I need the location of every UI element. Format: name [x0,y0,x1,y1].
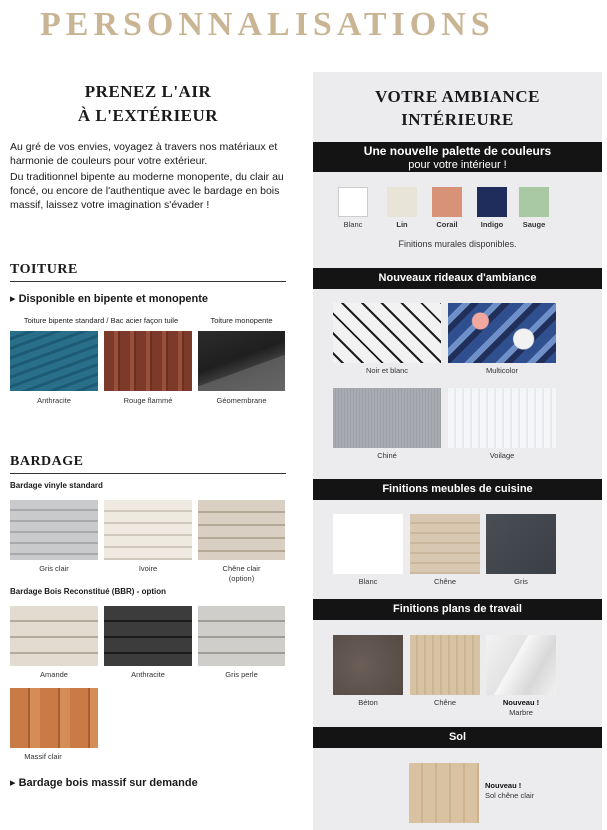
palette-note: Finitions murales disponibles. [398,239,517,249]
roof-swatch-rouge [104,331,192,391]
toiture-title: TOITURE [10,262,286,282]
bardage-label-chene-clair-option: (option) [228,574,255,583]
cuisine-label-gris: Gris [514,577,528,586]
plan-label-marbre-name: Marbre [509,708,533,717]
bbr-label-amande: Amande [40,670,68,679]
color-label-lin: Lin [396,220,408,229]
color-label-corail: Corail [436,220,458,229]
rideau-label-multicolor: Multicolor [485,366,519,375]
interior-heading [313,85,602,131]
exterior-column [10,80,286,212]
sol-badge-nouveau: Nouveau ! [485,781,522,790]
color-swatch-corail [432,187,462,217]
rideau-swatch-voilage [448,388,556,448]
exterior-heading-line2: À L'EXTÉRIEUR [77,106,219,125]
bardage-label-chene-clair-name: Chêne clair [222,564,261,573]
palette-title: Une nouvelle palette de couleurs [363,144,552,158]
roof-label-geomembrane: Géomembrane [216,396,267,405]
exterior-heading [10,80,286,128]
bardage-swatch-massif-clair [10,688,98,748]
cuisine-label-blanc: Blanc [358,577,378,586]
roof-swatch-geomembrane [198,331,285,391]
bardage-swatch-ivoire [104,500,192,560]
plans-bar: Finitions plans de travail [313,599,602,620]
bardage-swatch-gris-clair [10,500,98,560]
bardage-title: BARDAGE [10,454,286,474]
bbr-label-anthracite: Anthracite [131,670,165,679]
plan-label-chene: Chêne [433,698,457,707]
bardage-bullet-text: Bardage bois massif sur demande [18,777,198,789]
toiture-caption-right: Toiture monopente [210,316,273,325]
rideau-label-noir-blanc: Noir et blanc [365,366,409,375]
bbr-label-gris-perle: Gris perle [225,670,258,679]
sol-label-name: Sol chêne clair [485,791,535,800]
color-swatch-blanc [338,187,368,217]
color-swatch-lin [387,187,417,217]
toiture-caption-left: Toiture bipente standard / Bac acier façon tuile [23,316,179,325]
color-label-indigo: Indigo [480,220,504,229]
cuisine-swatch-chene [410,514,480,574]
rideau-swatch-noir-blanc [333,303,441,363]
plan-swatch-beton [333,635,403,695]
color-swatch-sauge [519,187,549,217]
interior-column [313,72,602,830]
toiture-bullet [10,292,208,305]
rideau-swatch-chine [333,388,441,448]
cuisine-swatch-gris [486,514,556,574]
bullet-arrow-icon: ▸ [10,293,16,305]
roof-label-anthracite: Anthracite [37,396,71,405]
sol-swatch-chene-clair [409,763,479,823]
rideau-label-voilage: Voilage [489,451,515,460]
page-title: PERSONNALISATIONS [40,6,495,43]
plan-badge-nouveau: Nouveau ! [502,698,540,707]
palette-bar [313,142,602,172]
bardage-swatch-gris-perle [198,606,285,666]
rideau-label-chine: Chiné [377,451,397,460]
plan-swatch-marbre [486,635,556,695]
sol-bar: Sol [313,727,602,748]
bardage-swatch-anthracite [104,606,192,666]
bardage-swatch-amande [10,606,98,666]
cuisine-label-chene: Chêne [433,577,457,586]
exterior-intro-2: Du traditionnel bipente au moderne monopente, du clair au foncé, ou encore de l'authentique avec le bardage en bois massif, laissez votre imagination s'évader ! [10,171,284,211]
plan-label-beton: Béton [358,698,378,707]
plan-swatch-chene [410,635,480,695]
cuisine-swatch-blanc [333,514,403,574]
bardage-bullet [10,776,198,789]
massif-label: Massif clair [24,752,62,761]
exterior-intro: Au gré de vos envies, voyagez à travers nos matériaux et harmonie de couleurs pour votre extérieur. [10,141,278,167]
bardage-label-chene-clair [198,564,285,584]
rideau-swatch-multicolor [448,303,556,363]
bullet-arrow-icon: ▸ [10,777,16,789]
interior-heading-line2: INTÉRIEURE [401,110,514,129]
toiture-bullet-text: Disponible en bipente et monopente [18,293,209,305]
sol-label [485,781,534,801]
bardage-swatch-chene-clair [198,500,285,560]
color-label-sauge: Sauge [522,220,546,229]
interior-heading-line1: VOTRE AMBIANCE [375,87,540,106]
bardage-label-gris-clair: Gris clair [39,564,69,573]
exterior-heading-line1: PRENEZ L'AIR [84,82,212,101]
bardage-vinyle-title: Bardage vinyle standard [10,481,103,490]
roof-swatch-anthracite [10,331,98,391]
rideaux-bar: Nouveaux rideaux d'ambiance [313,268,602,289]
palette-subtitle: pour votre intérieur ! [408,159,507,171]
color-label-blanc: Blanc [343,220,363,229]
cuisine-bar: Finitions meubles de cuisine [313,479,602,500]
plan-label-marbre [486,698,556,718]
bardage-bbr-title: Bardage Bois Reconstitué (BBR) - option [10,587,167,596]
color-swatch-indigo [477,187,507,217]
roof-label-rouge: Rouge flammé [123,396,173,405]
bardage-label-ivoire: Ivoire [138,564,158,573]
